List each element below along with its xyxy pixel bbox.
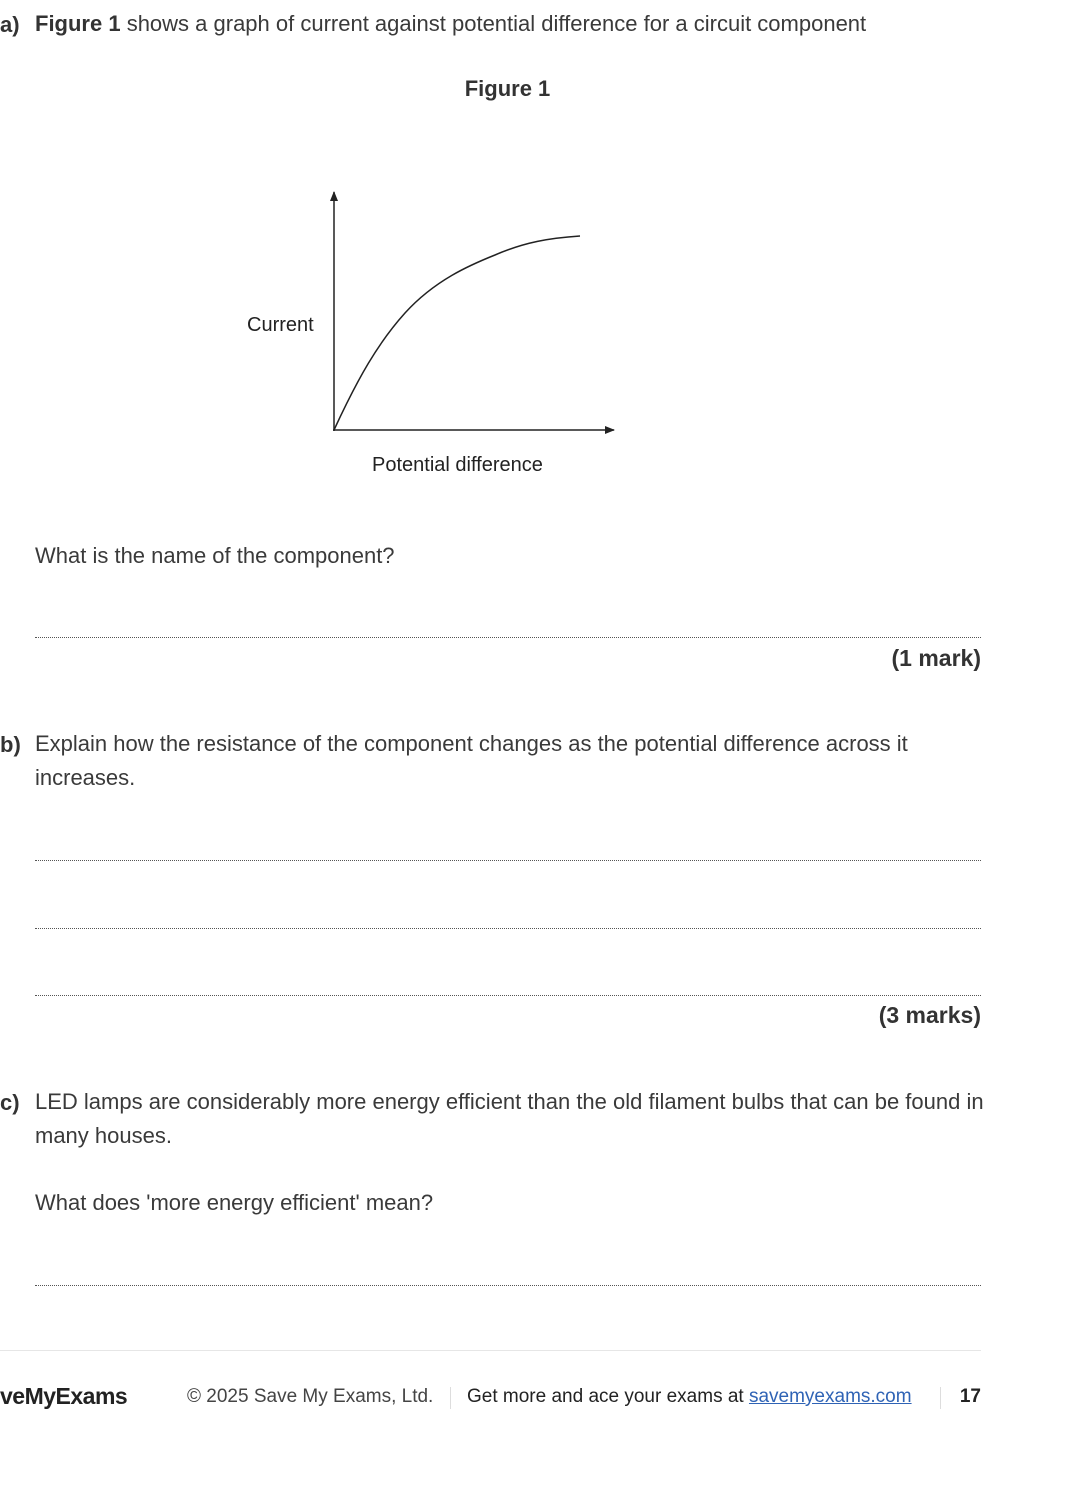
answer-line-a[interactable] — [35, 637, 981, 638]
page-footer — [0, 1384, 1080, 1414]
marks-a: (1 mark) — [891, 645, 981, 671]
brand-logo: veMyExams — [0, 1383, 128, 1409]
marks-b: (3 marks) — [878, 1002, 981, 1028]
figure-reference: Figure 1 — [35, 11, 121, 36]
current-pd-graph — [230, 180, 650, 490]
question-a-text: What is the name of the component? — [35, 543, 395, 568]
y-axis-label: Current — [247, 314, 314, 336]
question-a-intro-text: shows a graph of current against potential difference for a circuit component — [120, 11, 867, 36]
question-c-label: c) — [0, 1090, 20, 1115]
copyright-text: © 2025 Save My Exams, Ltd. — [187, 1386, 434, 1407]
footer-separator — [450, 1387, 451, 1409]
question-b-text: Explain how the resistance of the component changes as the potential difference across it increases. — [35, 731, 908, 790]
answer-line-c[interactable] — [35, 1285, 981, 1286]
promo-text-label: Get more and ace your exams at — [467, 1386, 749, 1407]
page-number: 17 — [959, 1386, 981, 1407]
promo-text — [467, 1386, 912, 1408]
question-b-label: b) — [0, 732, 21, 757]
question-a-label: a) — [0, 12, 20, 37]
question-c-intro: LED lamps are considerably more energy efficient than the old filament bulbs that can be found in many houses. — [35, 1089, 984, 1148]
iv-curve — [334, 236, 580, 430]
question-c-text: What does 'more energy efficient' mean? — [35, 1190, 434, 1215]
answer-line-b-1[interactable] — [35, 860, 981, 861]
website-link[interactable]: savemyexams.com — [748, 1386, 912, 1407]
question-a-intro — [35, 7, 985, 41]
x-axis-label: Potential difference — [372, 454, 543, 476]
footer-divider — [0, 1350, 981, 1351]
answer-line-b-3[interactable] — [35, 995, 981, 996]
answer-line-b-2[interactable] — [35, 928, 981, 929]
figure-title: Figure 1 — [464, 76, 551, 101]
footer-separator — [940, 1387, 941, 1409]
